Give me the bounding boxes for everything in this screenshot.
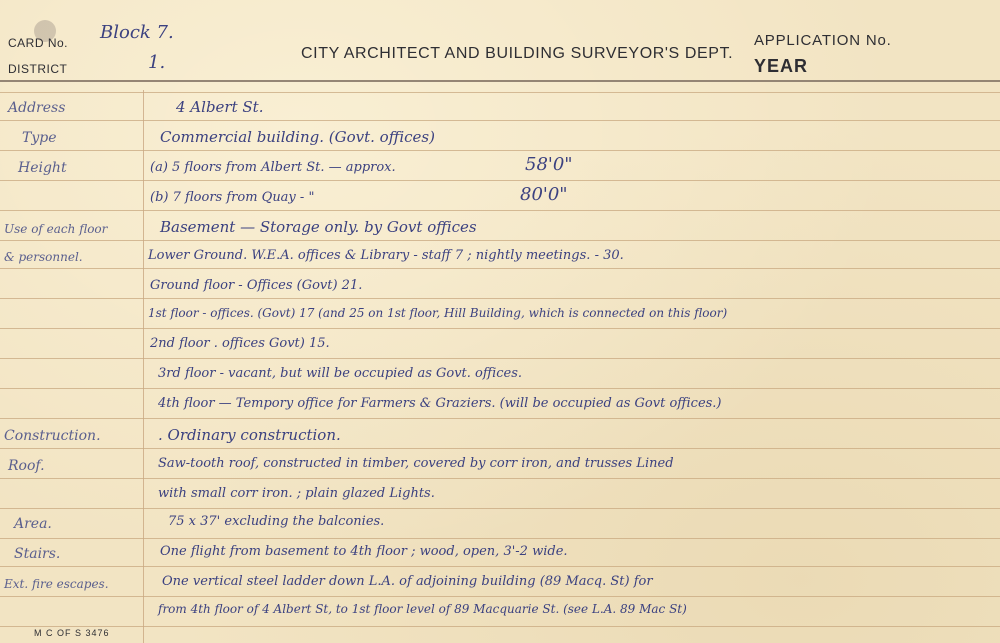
rule	[0, 508, 1000, 509]
rule	[0, 478, 1000, 479]
rule	[0, 538, 1000, 539]
rule	[0, 180, 1000, 181]
entry-type: Commercial building. (Govt. offices)	[160, 128, 435, 146]
label-address: Address	[8, 100, 66, 116]
rule	[0, 92, 1000, 93]
rule	[0, 566, 1000, 567]
form-number: M C OF S 3476	[34, 628, 110, 638]
entry-2nd-floor: 2nd floor . offices Govt) 15.	[150, 336, 330, 351]
entry-escapes-line-2: from 4th floor of 4 Albert St, to 1st floor level of 89 Macquarie St. (see L.A. 89 Mac St)	[158, 602, 687, 616]
label-roof: Roof.	[8, 458, 45, 474]
rule	[0, 626, 1000, 627]
entry-4th-floor: 4th floor — Tempory office for Farmers & Graziers. (will be occupied as Govt offices.)	[158, 396, 722, 411]
dept-title: CITY ARCHITECT AND BUILDING SURVEYOR'S DEPT.	[301, 45, 734, 62]
entry-roof-line-1: Saw-tooth roof, constructed in timber, covered by corr iron, and trusses Lined	[158, 456, 674, 471]
entry-height-b-value: 80'0"	[520, 184, 568, 205]
rule	[0, 358, 1000, 359]
rule	[0, 150, 1000, 151]
entry-construction: . Ordinary construction.	[158, 426, 341, 444]
entry-height-a-value: 58'0"	[525, 154, 573, 175]
rule	[0, 240, 1000, 241]
entry-3rd-floor: 3rd floor - vacant, but will be occupied as Govt. offices.	[158, 366, 523, 381]
entry-area: 75 x 37' excluding the balconies.	[168, 514, 385, 529]
label-fire-escapes: Ext. fire escapes.	[4, 577, 109, 591]
year-label: YEAR	[754, 56, 809, 76]
header-rule	[0, 80, 1000, 82]
label-personnel: & personnel.	[4, 250, 83, 264]
entry-lower-ground: Lower Ground. W.E.A. offices & Library - staff 7 ; nightly meetings. - 30.	[148, 248, 624, 263]
entry-height-a: (a) 5 floors from Albert St. — approx.	[150, 160, 396, 175]
entry-escapes-line-1: One vertical steel ladder down L.A. of adjoining building (89 Macq. St) for	[162, 574, 653, 589]
entry-basement: Basement — Storage only. by Govt offices	[160, 218, 477, 236]
entry-address: 4 Albert St.	[176, 98, 264, 116]
entry-ground-floor: Ground floor - Offices (Govt) 21.	[150, 278, 363, 293]
entry-1st-floor: 1st floor - offices. (Govt) 17 (and 25 on 1st floor, Hill Building, which is connected on this floor)	[148, 306, 728, 320]
entry-roof-line-2: with small corr iron. ; plain glazed Lights.	[158, 486, 435, 501]
rule	[0, 120, 1000, 121]
rule	[0, 268, 1000, 269]
rule	[0, 418, 1000, 419]
label-stairs: Stairs.	[14, 546, 61, 562]
rule	[0, 448, 1000, 449]
label-type: Type	[22, 130, 57, 146]
rule	[0, 210, 1000, 211]
margin-rule	[143, 90, 144, 643]
card-no-label: CARD No.	[8, 36, 69, 50]
rule	[0, 388, 1000, 389]
rule	[0, 298, 1000, 299]
card-no-value: Block 7.	[100, 22, 174, 43]
application-label: APPLICATION No.	[754, 32, 892, 49]
district-value: 1.	[148, 52, 166, 73]
entry-height-b: (b) 7 floors from Quay - "	[150, 190, 315, 205]
rule	[0, 328, 1000, 329]
rule	[0, 596, 1000, 597]
entry-stairs: One flight from basement to 4th floor ; wood, open, 3'-2 wide.	[160, 544, 568, 559]
label-area: Area.	[14, 516, 52, 532]
label-height: Height	[18, 160, 67, 176]
district-label: DISTRICT	[8, 62, 68, 76]
label-construction: Construction.	[4, 428, 101, 444]
label-use-of-each-floor: Use of each floor	[4, 222, 108, 236]
